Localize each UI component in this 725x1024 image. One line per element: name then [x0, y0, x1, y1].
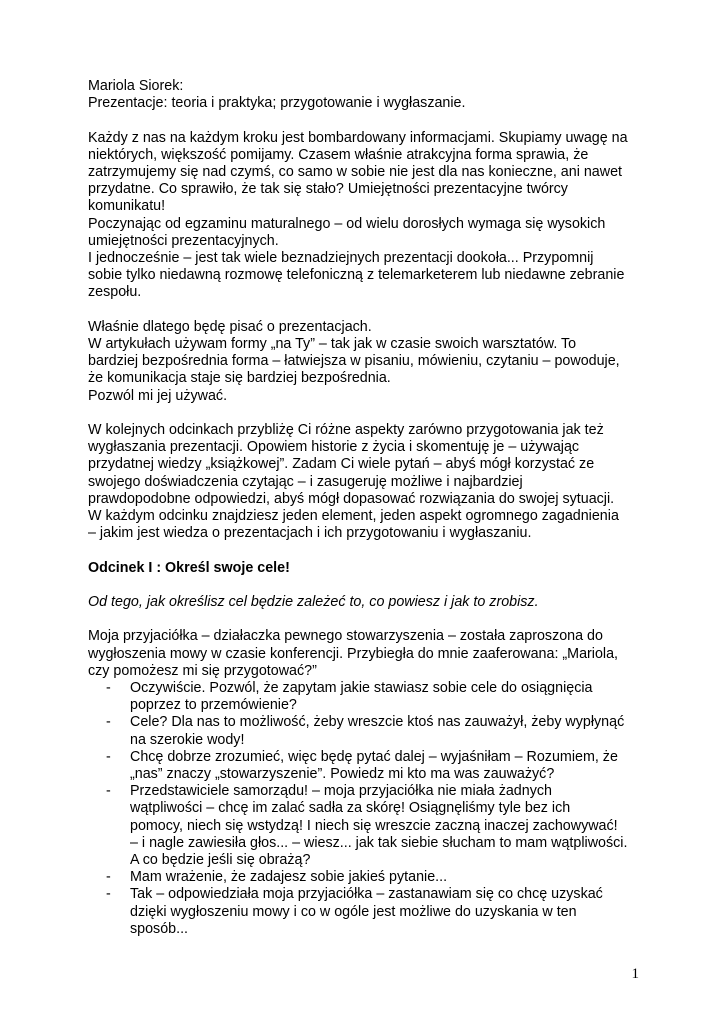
text-line: poprzez to przemówienie? [130, 697, 297, 714]
dialog-item [88, 783, 644, 869]
intro-paragraph-1 [88, 130, 644, 302]
dialog-item [88, 680, 644, 714]
text-line: Tak – odpowiedziała moja przyjaciółka – zastanawiam się co chcę uzyskać [130, 886, 603, 903]
text-line: Moja przyjaciółka – działaczka pewnego stowarzyszenia – została zaproszona do [88, 628, 603, 645]
text-line: wygłoszenia mowy w czasie konferencji. Przybiegła do mnie zaaferowana: „Mariola, [88, 645, 619, 662]
author-line: Mariola Siorek: [88, 78, 184, 94]
document-title: Prezentacje: teoria i praktyka; przygotowanie i wygłaszanie. [88, 95, 466, 112]
text-line: W artykułach używam formy „na Ty” – tak jak w czasie swoich warsztatów. To [88, 336, 577, 353]
text-line: umiejętności prezentacyjnych. [88, 232, 279, 249]
text-line: Mam wrażenie, że zadajesz sobie jakieś pytanie... [130, 869, 448, 886]
text-line: W kolejnych odcinkach przybliżę Ci różne aspekty zarówno przygotowania jak też [88, 422, 604, 439]
text-line: Oczywiście. Pozwól, że zapytam jakie stawiasz sobie cele do osiągnięcia [130, 680, 593, 697]
text-line: zespołu. [88, 284, 142, 301]
intro-paragraph-2 [88, 319, 644, 405]
text-line: niektórych, większość pomijamy. Czasem właśnie atrakcyjna forma sprawia, że [88, 146, 589, 163]
list-dash: - [106, 714, 111, 731]
text-line: Pozwól mi jej używać. [88, 387, 228, 404]
dialog-item [88, 714, 644, 748]
text-line: – jakim jest wiedza o prezentacjach i ich przygotowaniu i wygłaszaniu. [88, 525, 532, 542]
dialog-list [88, 680, 644, 938]
text-line: wątpliwości – chcę im zalać sadła za skórę! Osiągnęliśmy tyle bez ich [130, 800, 571, 817]
text-line: dzięki wygłoszeniu mowy i co w ogóle jest możliwe do uzyskania w ten [130, 903, 577, 920]
page-number: 1 [631, 966, 639, 982]
dialog-item [88, 886, 644, 938]
text-line: I jednocześnie – jest tak wiele beznadziejnych prezentacji dookoła... Przypomnij [88, 250, 594, 267]
text-line: wygłaszania prezentacji. Opowiem historie z życia i skomentuję je – używając [88, 439, 580, 456]
text-line: Przedstawiciele samorządu! – moja przyjaciółka nie miała żadnych [130, 783, 552, 800]
text-line: na szerokie wody! [130, 731, 245, 748]
list-dash: - [106, 748, 111, 765]
episode-heading: Odcinek I : Określ swoje cele! [88, 559, 290, 576]
list-dash: - [106, 869, 111, 886]
text-line: swojego doświadczenia czytając – i zasugeruję możliwe i najbardziej [88, 473, 523, 490]
text-line: sobie tylko niedawną rozmowę telefoniczną z telemarketerem lub niedawne zebranie [88, 267, 625, 284]
text-line: prawdopodobne odpowiedzi, abyś mógł dopasować rozwiązania do swojej sytuacji. [88, 490, 615, 507]
dialog-item [88, 869, 644, 886]
text-line: że komunikacja staje się bardziej bezpośrednia. [88, 370, 391, 387]
text-line: Cele? Dla nas to możliwość, żeby wreszcie ktoś nas zauważył, żeby wypłynąć [130, 714, 625, 731]
text-line: Właśnie dlatego będę pisać o prezentacjach. [88, 318, 372, 335]
text-line: zatrzymujemy się nad czymś, co samo w sobie nie jest dla nas konieczne, ani nawet [88, 164, 622, 180]
text-line: pomocy, niech się wstydzą! I niech się wreszcie zaczną inaczej zachowywać! [130, 817, 618, 834]
dialog-item [88, 749, 644, 783]
list-dash: - [106, 886, 111, 903]
text-line: Chcę dobrze zrozumieć, więc będę pytać dalej – wyjaśniłam – Rozumiem, że [130, 748, 618, 765]
text-line: Każdy z nas na każdym kroku jest bombardowany informacjami. Skupiamy uwagę na [88, 129, 628, 146]
text-line: czy pomożesz mi się przygotować?” [88, 662, 317, 679]
episode-story [88, 628, 644, 680]
text-line: „nas” znaczy „stowarzyszenie”. Powiedz mi kto ma was zauważyć? [130, 766, 555, 783]
text-line: sposób... [130, 920, 189, 937]
text-line: przydatne. Co sprawiło, że tak się stało? Umiejętności prezentacyjne twórcy [88, 181, 568, 198]
episode-lead: Od tego, jak określisz cel będzie zależeć to, co powiesz i jak to zrobisz. [88, 594, 539, 611]
document-page [88, 78, 644, 938]
text-line: bardziej bezpośrednia forma – łatwiejsza w pisaniu, mówieniu, czytaniu – powoduje, [88, 353, 620, 370]
text-line: A co będzie jeśli się obrażą? [130, 852, 311, 869]
text-line: komunikatu! [88, 198, 166, 215]
document-header [88, 78, 644, 112]
text-line: W każdym odcinku znajdziesz jeden element, jeden aspekt ogromnego zagadnienia [88, 508, 619, 525]
text-line: Poczynając od egzaminu maturalnego – od wielu dorosłych wymaga się wysokich [88, 215, 606, 232]
intro-paragraph-3 [88, 422, 644, 542]
list-dash: - [106, 680, 111, 697]
list-dash: - [106, 783, 111, 800]
text-line: – i nagle zawiesiła głos... – wiesz... jak tak siebie słucham to mam wątpliwości. [130, 834, 628, 851]
text-line: przydatnej wiedzy „książkowej”. Zadam Ci wiele pytań – abyś mógł korzystać ze [88, 456, 595, 473]
